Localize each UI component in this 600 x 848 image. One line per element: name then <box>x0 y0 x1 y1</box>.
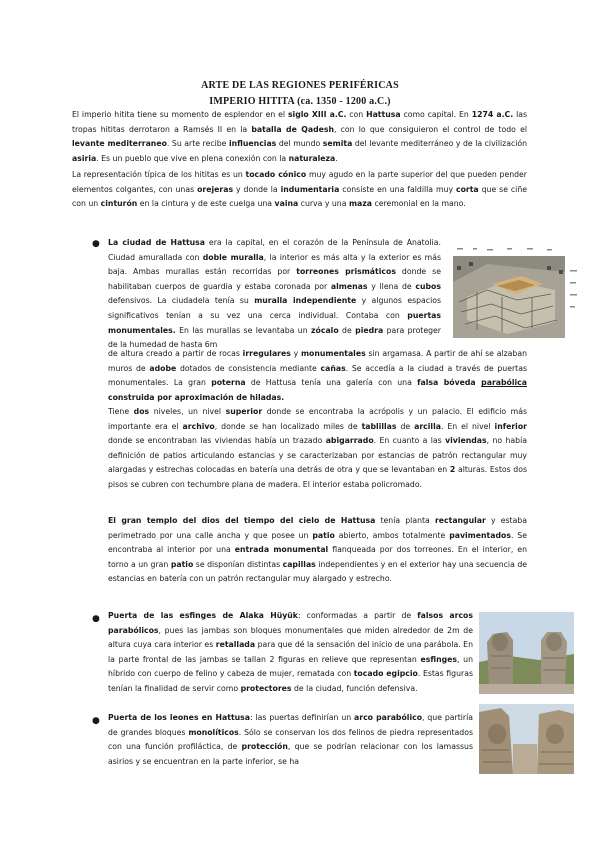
sphinx-gate-figure <box>479 612 574 694</box>
bullet-marker: ● <box>92 614 100 624</box>
hattusa-paragraph-part2: de altura creado a partir de rocas irregulares y monumentales sin argamasa. A partir de ahí se alzaban muros de adobe dotados de consistencia mediante cañas. Se accedía a la ciudad a través de puertas monumentales. La gran poterna de Hattusa tenía una galería con una falsa bóveda parabólica construida por aproximación de hiladas. <box>108 349 528 402</box>
hattusa-reconstruction-figure <box>447 242 579 340</box>
intro-paragraph: El imperio hitita tiene su momento de esplendor en el siglo XIII a.C. con Hattusa como capital. En 1274 a.C. las tropas hititas derrotaron a Ramsés II en la batalla de Qadesh, con lo que consiguieron el control de todo el levante mediterraneo. Su arte recibe influencias del mundo semita del levante mediterráneo y de la civilización asiria. Es un pueblo que vive en plena conexión con la naturaleza. <box>72 110 528 163</box>
bullet-marker: ● <box>92 716 100 726</box>
lion-gate-image <box>479 704 574 774</box>
sphinx-gate-image <box>479 612 574 694</box>
sphinx-gate-paragraph: Puerta de las esfinges de Alaka Hüyük: conformadas a partir de falsos arcos parabólicos, pues las jambas son bloques monumentales que miden alrededor de 2m de altura cuya cara interior es retallada para que dé la sensación del inicio de una parábola. En la parte frontal de las jambas se tallan 2 figuras en relieve que representan esfinges, un híbrido con cuerpo de felino y cabeza de mujer, rematada con tocado egipcio. Estas figuras tenían la finalidad de servir como protectores de la ciudad, función defensiva. <box>108 611 473 693</box>
document-title: ARTE DE LAS REGIONES PERIFÉRICAS <box>201 80 399 91</box>
temple-paragraph: El gran templo del dios del tiempo del cielo de Hattusa tenía planta rectangular y estaba perimetrado por una calle ancha y que posee un patio abierto, ambos totalmente pavimentados. Se encontraba al interior por una entrada monumental flanqueada por dos torreones. En el interior, en torno a un gran patio se disponían distintas capillas independientes y en el exterior hay una secuencia de estancias en batería con un patrón rectangular muy alargado y estrecho. <box>108 516 528 584</box>
hattusa-paragraph-part1: La ciudad de Hattusa era la capital, en el corazón de la Península de Anatolia. Ciudad amurallada con doble muralla, la interior es más alta y la exterior es más baja. Ambas murallas están recorridas por torreones prismáticos donde se habilitaban cuerpos de guardia y estaba coronada por almenas y llena de cubos defensivos. La ciudadela tenía su muralla independiente y algunos espacios significativos tenían a su vez una cerca individual. Contaba con puertas monumentales. En las murallas se levantaba un zócalo de piedra para proteger de la humedad de hasta 6m <box>108 238 442 350</box>
document-subtitle: IMPERIO HITITA (ca. 1350 - 1200 a.C.) <box>209 96 391 107</box>
hattusa-reconstruction-image <box>447 242 579 340</box>
representation-paragraph: La representación típica de los hititas es un tocado cónico muy agudo en la parte superior del que pueden pender elementos colgantes, con unas orejeras y donde la indumentaria consiste en una faldilla muy corta que se ciñe con un cinturón en la cintura y de este cuelga una vaina curva y una maza ceremonial en la mano. <box>72 170 527 209</box>
levels-paragraph: Tiene dos niveles, un nivel superior donde se encontraba la acrópolis y un palacio. El edificio más importante era el archivo, donde se han localizado miles de tablillas de arcilla. En el nivel inferior donde se encontraban las viviendas había un trazado abigarrado. En cuanto a las viviendas, no había definición de patios articulando estancias y se caracterizaban por estancias de patrón rectangular muy alargadas y estrechas colocadas en batería una detrás de otra y que se levantaban en 2 alturas. Estos dos pisos se cubren con techumbre plana de madera. El interior estaba policromado. <box>108 407 528 489</box>
bullet-marker: ● <box>92 239 100 249</box>
lion-gate-paragraph: Puerta de los leones en Hattusa: las puertas definirían un arco parabólico, que partiría de grandes bloques monolíticos. Sólo se conservan los dos felinos de piedra representados con una función profiláctica, de protección, que se podrían relacionar con los lamassus asirios y se encuentran en la parte inferior, se ha <box>108 713 473 766</box>
lion-gate-figure <box>479 704 574 774</box>
